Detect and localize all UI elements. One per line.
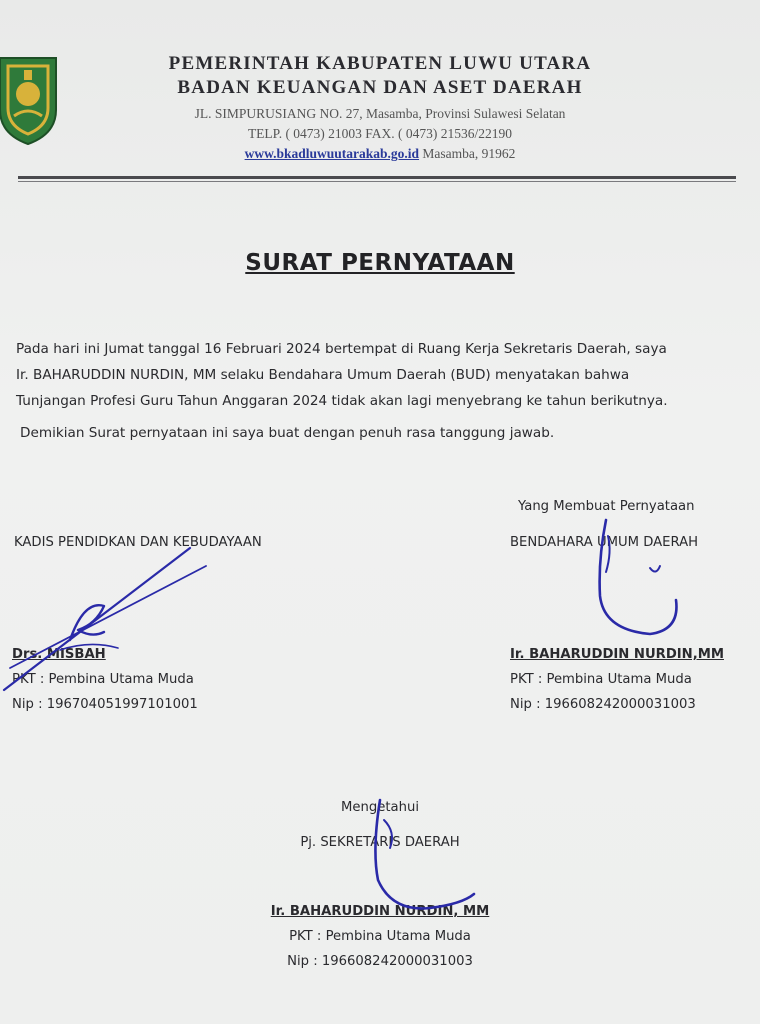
letterhead-agency: BADAN KEUANGAN DAN ASET DAERAH <box>177 77 583 98</box>
city-postal: Masamba, 91962 <box>419 146 516 161</box>
body-line: Ir. BAHARUDDIN NURDIN, MM selaku Bendahara Umum Daerah (BUD) menyatakan bahwa <box>16 367 630 383</box>
right-signer-rank: PKT : Pembina Utama Muda <box>510 672 692 687</box>
right-signer-intro: Yang Membuat Pernyataan <box>518 499 695 514</box>
center-signature-block <box>0 795 760 974</box>
letterhead-divider <box>18 176 736 179</box>
website-link[interactable]: www.bkadluwuutarakab.go.id <box>244 146 420 161</box>
right-signer-nip: Nip : 196608242000031003 <box>510 697 696 712</box>
letterhead-web-line <box>60 144 700 164</box>
right-signer-name: Ir. BAHARUDDIN NURDIN,MM <box>510 647 724 662</box>
body-line: Pada hari ini Jumat tanggal 16 Februari 2024 bertempat di Ruang Kerja Sekretaris Daerah, saya <box>16 341 667 357</box>
left-signature-block <box>12 642 198 717</box>
right-signature-block <box>510 642 724 717</box>
statement-body <box>16 336 746 446</box>
letterhead-government: PEMERINTAH KABUPATEN LUWU UTARA <box>168 53 592 74</box>
left-signer-rank: PKT : Pembina Utama Muda <box>12 672 194 687</box>
center-signer-nip: Nip : 196608242000031003 <box>287 954 473 969</box>
center-signer-position: Pj. SEKRETARIS DAERAH <box>300 835 460 850</box>
right-signer-position: BENDAHARA UMUM DAERAH <box>510 535 699 550</box>
right-signature-mark <box>650 566 660 572</box>
left-signer-position: KADIS PENDIDKAN DAN KEBUDAYAAN <box>14 535 262 550</box>
document-title: SURAT PERNYATAAN <box>245 250 515 276</box>
left-signer-name: Drs. MISBAH <box>12 647 106 662</box>
letterhead-divider-thin <box>18 181 736 182</box>
left-signature-mark <box>70 605 104 640</box>
letterhead <box>60 52 700 164</box>
center-signer-intro: Mengetahui <box>341 800 419 815</box>
body-line: Tunjangan Profesi Guru Tahun Anggaran 2024 tidak akan lagi menyebrang ke tahun berikutnya. <box>16 393 668 409</box>
letterhead-address: JL. SIMPURUSIANG NO. 27, Masamba, Provinsi Sulawesi Selatan <box>194 106 566 121</box>
regency-crest-icon <box>0 50 62 146</box>
closing-sentence: Demikian Surat pernyataan ini saya buat dengan penuh rasa tanggung jawab. <box>20 425 555 441</box>
letterhead-phone: TELP. ( 0473) 21003 FAX. ( 0473) 21536/22190 <box>247 126 513 141</box>
center-signer-rank: PKT : Pembina Utama Muda <box>289 929 471 944</box>
left-signer-nip: Nip : 196704051997101001 <box>12 697 198 712</box>
center-signer-name: Ir. BAHARUDDIN NURDIN, MM <box>270 904 490 919</box>
